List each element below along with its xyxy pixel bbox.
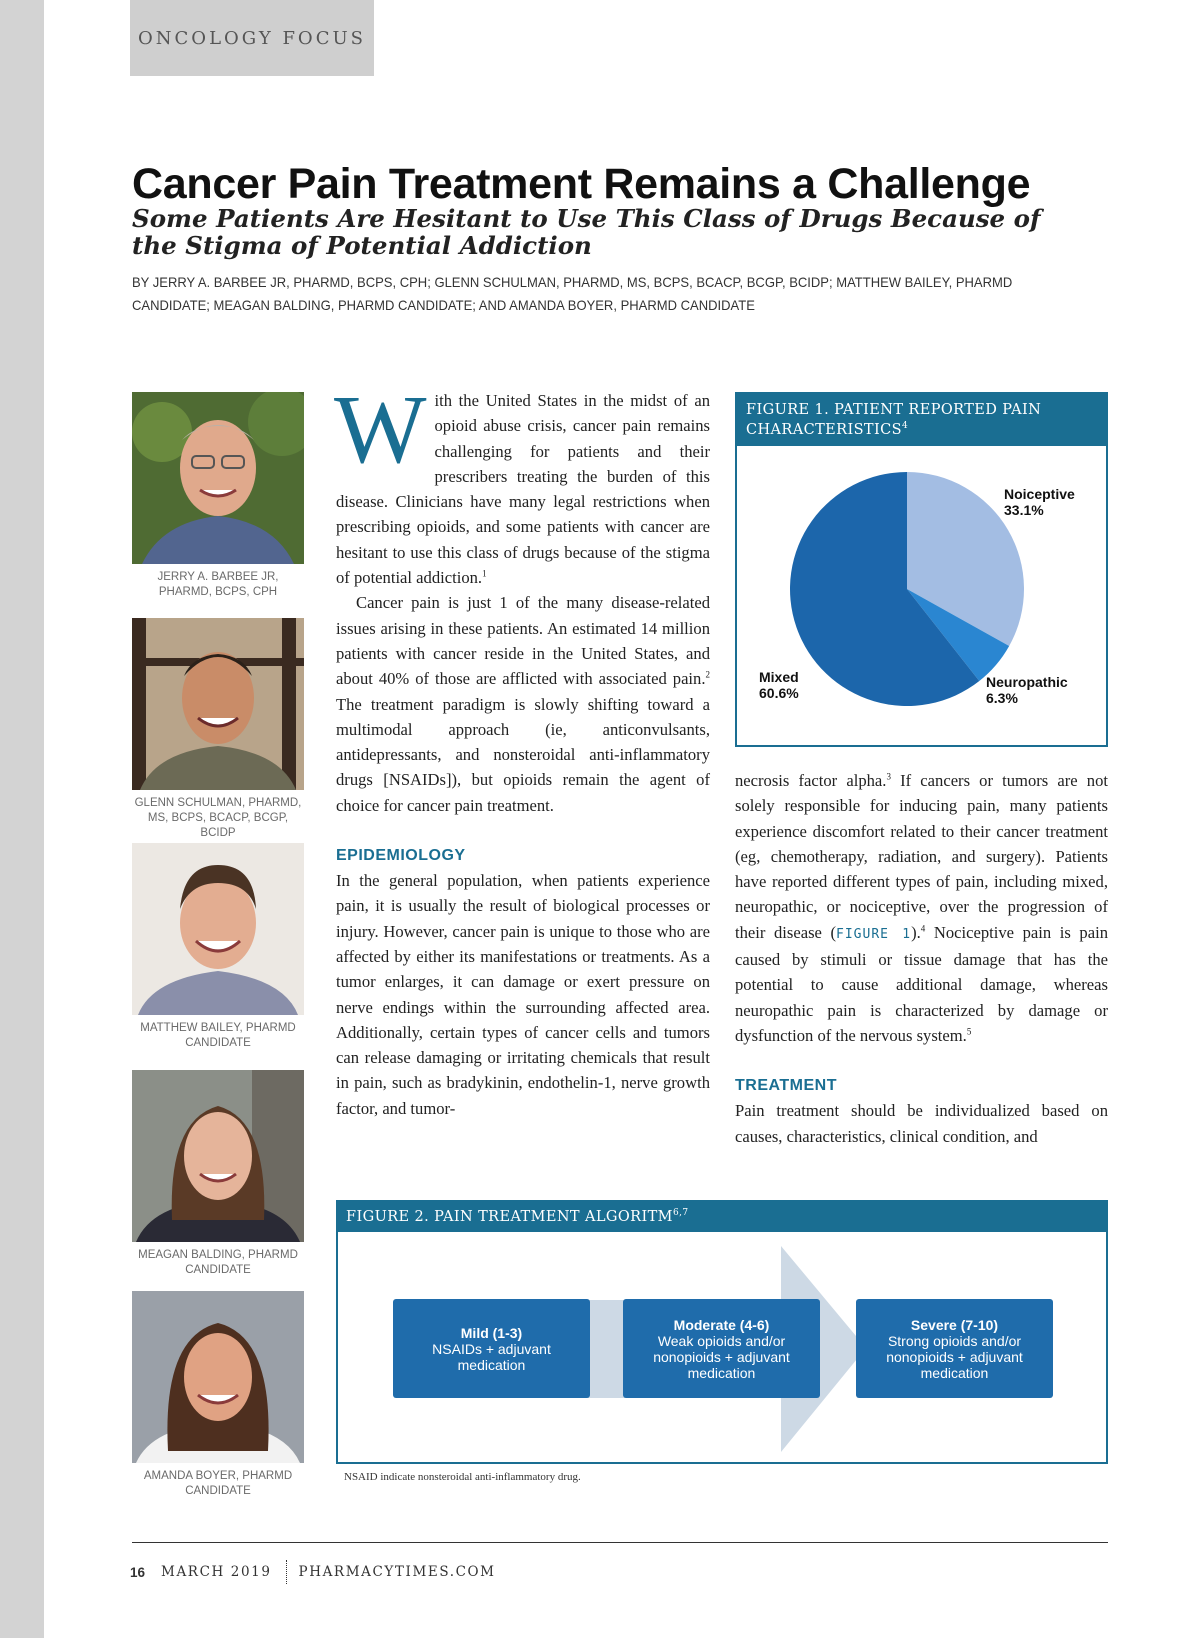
step-mild	[393, 1299, 590, 1398]
paragraph: Pain treatment should be individualized based on causes, characteristics, clinical condition, and	[735, 1101, 1108, 1146]
author-card	[132, 1070, 304, 1278]
step-severe	[856, 1299, 1053, 1398]
drop-cap: W	[334, 376, 427, 484]
paragraph-text: If cancers or tumors are not solely responsible for inducing pain, many patients experience discomfort related to their cancer treatment (eg, chemotherapy, radiation, and surgery). Patients have reported different types of pain, including mixed, neuropathic, or nociceptive, over the progression of their disease (	[735, 771, 1109, 942]
page-footer	[130, 1560, 496, 1584]
paragraph-text: necrosis factor alpha.	[735, 771, 887, 790]
step-text: Strong opioids and/or	[887, 1332, 1022, 1349]
ref-marker: 4	[920, 923, 926, 934]
paragraph-text: The treatment paradigm is slowly shifting toward a multimodal approach (ie, anticonvulsants, antidepressants, and nonsteroidal anti-inflammatory drugs [NSAIDs]), but opioids remain the agent of choice for cancer pain treatment.	[336, 694, 710, 815]
site-name: PHARMACYTIMES.COM	[298, 1564, 496, 1580]
author-card	[132, 843, 304, 1051]
slice-name: Mixed	[759, 669, 799, 685]
paragraph	[735, 768, 1108, 1048]
section-heading-epidemiology: EPIDEMIOLOGY	[336, 847, 466, 865]
slice-value: 6.3%	[986, 690, 1018, 706]
figure-2-title-text: FIGURE 2. PAIN TREATMENT ALGORITM	[346, 1209, 673, 1225]
ref-marker: 5	[966, 1026, 972, 1037]
step-text: nonopioids + adjuvant	[886, 1348, 1023, 1365]
byline: BY JERRY A. BARBEE JR, PHARMD, BCPS, CPH; GLENN SCHULMAN, PHARMD, MS, BCPS, BCACP, BCGP, BCIDP; MATTHEW BAILEY, PHARMD CANDIDATE; MEAGAN BALDING, PHARMD CANDIDATE; AND AMANDA BOYER, PHARMD CANDIDATE	[132, 274, 1013, 313]
pie-label-noiceptive	[1004, 486, 1075, 518]
footer-divider	[286, 1560, 287, 1584]
step-text: medication	[920, 1364, 989, 1381]
section-label: ONCOLOGY FOCUS	[138, 27, 366, 49]
slice-name: Noiceptive	[1004, 486, 1075, 502]
step-text: medication	[687, 1364, 756, 1381]
intro-paragraph	[334, 376, 710, 590]
author-card	[132, 618, 304, 841]
figure-1	[735, 392, 1108, 747]
step-level: Mild (1-3)	[460, 1324, 523, 1341]
body-column-2	[735, 768, 1108, 1149]
ref-marker: 4	[901, 421, 909, 432]
paragraph: In the general population, when patients experience pain, it is usually the result of biological processes or injury. However, cancer pain is unique to those who are affected by either its manifestations or treatments. As a tumor enlarges, it can damage or exert pressure on nerve endings within the surrounding affected area. Additionally, certain types of cancer cells and tumors can release damaging or irritating chemicals that result in pain, such as bradykinin, endothelin-1, nerve growth factor, and tumor-	[336, 871, 710, 1118]
slice-value: 33.1%	[1004, 502, 1044, 518]
paragraph	[336, 590, 710, 818]
author-photo	[132, 843, 304, 1015]
ref-marker: 1	[482, 568, 487, 579]
author-caption: MATTHEW BAILEY, PHARMD CANDIDATE	[140, 1022, 296, 1049]
step-moderate	[623, 1299, 820, 1398]
figure-1-title-text: FIGURE 1. PATIENT REPORTED PAIN CHARACTERISTICS	[746, 402, 1042, 438]
ref-marker: 6,7	[672, 1208, 689, 1219]
author-caption: MEAGAN BALDING, PHARMD CANDIDATE	[138, 1249, 298, 1276]
algorithm-diagram	[338, 1232, 1106, 1462]
intro-text: ith the United States in the midst of an opioid abuse crisis, cancer pain remains challenging for patients and their prescribers treating the burden of this disease. Clinicians have many legal restrictions when prescribing opioids, and some patients with cancer are hesitant to use this class of drugs because of the stigma of potential addiction.	[336, 391, 710, 588]
author-card	[132, 392, 304, 600]
author-caption: JERRY A. BARBEE JR, PHARMD, BCPS, CPH	[157, 571, 279, 598]
ref-marker: 2	[705, 669, 710, 680]
slice-value: 60.6%	[759, 685, 799, 701]
ref-marker: 3	[886, 771, 891, 782]
author-photo	[132, 1070, 304, 1242]
step-level: Severe (7-10)	[910, 1316, 999, 1333]
author-card	[132, 1291, 304, 1499]
figure-1-title	[737, 394, 1106, 446]
step-text: NSAIDs + adjuvant	[432, 1340, 551, 1357]
page-edge-bar	[0, 0, 44, 1638]
footer-rule	[132, 1542, 1108, 1543]
pie-label-neuropathic	[986, 674, 1068, 706]
article-subtitle: Some Patients Are Hesitant to Use This Class of Drugs Because of the Stigma of Potential Addiction	[132, 204, 1041, 260]
step-level: Moderate (4-6)	[673, 1316, 770, 1333]
section-tab	[130, 0, 374, 76]
figure-2	[336, 1200, 1108, 1464]
step-text: Weak opioids and/or	[657, 1332, 786, 1349]
page-number: 16	[130, 1564, 146, 1580]
figure-2-note: NSAID indicate nonsteroidal anti-inflammatory drug.	[344, 1471, 581, 1483]
figure-2-title	[338, 1202, 1106, 1232]
paragraph-text: ).	[911, 922, 921, 942]
article-title: Cancer Pain Treatment Remains a Challenge	[132, 160, 1031, 208]
section-heading-treatment: TREATMENT	[735, 1077, 837, 1095]
author-photo	[132, 1291, 304, 1463]
step-text: nonopioids + adjuvant	[653, 1348, 790, 1365]
paragraph-text: Cancer pain is just 1 of the many disease-related issues arising in these patients. An estimated 14 million patients with cancer reside in the United States, and about 40% of those are afflicted with associated pain.	[336, 593, 710, 689]
author-caption: AMANDA BOYER, PHARMD CANDIDATE	[143, 1470, 293, 1497]
figure-reference: FIGURE 1	[836, 926, 912, 942]
author-photo	[132, 618, 304, 790]
slice-name: Neuropathic	[986, 674, 1068, 690]
paragraph-text: Nociceptive pain is pain caused by stimuli or tissue damage that has the potential to cause additional damage, whereas neuropathic pain is characterized by damage or dysfunction of the nervous system.	[735, 922, 1108, 1045]
author-caption: GLENN SCHULMAN, PHARMD, MS, BCPS, BCACP, BCGP, BCIDP	[134, 797, 302, 839]
issue-date: MARCH 2019	[161, 1564, 272, 1580]
pie-chart	[737, 446, 1106, 745]
pie-label-mixed	[759, 669, 799, 701]
body-column-1	[334, 376, 710, 1121]
step-text: medication	[457, 1356, 526, 1373]
author-photo	[132, 392, 304, 564]
